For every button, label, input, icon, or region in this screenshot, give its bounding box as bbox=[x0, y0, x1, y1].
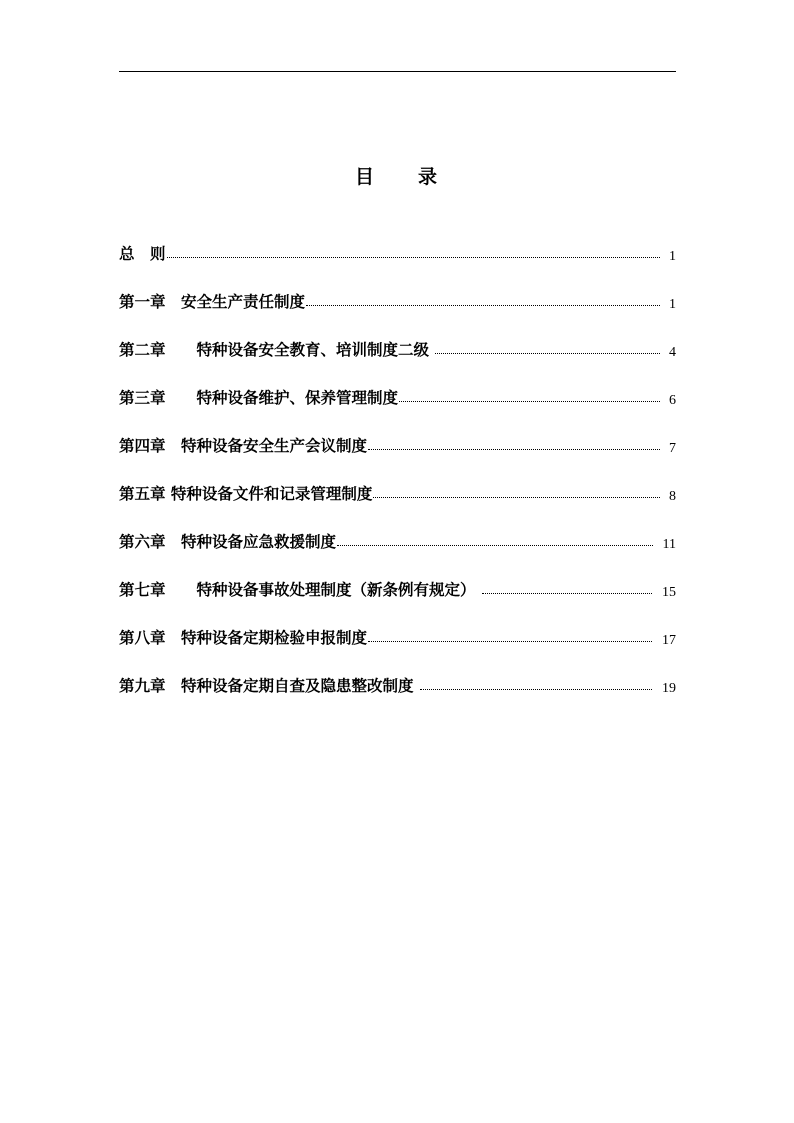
toc-entry[interactable] bbox=[119, 483, 676, 531]
toc-leader-dots bbox=[420, 675, 652, 690]
header-rule bbox=[119, 71, 676, 72]
toc-entry-label: 第六章 特种设备应急救援制度 bbox=[119, 532, 337, 551]
toc-entry-page: 6 bbox=[669, 393, 676, 408]
toc-entry[interactable] bbox=[119, 579, 676, 627]
toc-entry-page: 17 bbox=[662, 633, 676, 648]
toc-entry[interactable] bbox=[119, 387, 676, 435]
toc-leader-dots bbox=[337, 531, 653, 546]
toc-entry-page: 7 bbox=[669, 441, 676, 456]
toc-title: 目 录 bbox=[354, 166, 439, 188]
toc-entry-page: 4 bbox=[669, 345, 676, 360]
toc-entry[interactable] bbox=[119, 339, 676, 387]
toc-leader-dots bbox=[373, 483, 660, 498]
toc-entry-label: 总 则 bbox=[119, 244, 166, 263]
toc-entry-label: 第五章 特种设备文件和记录管理制度 bbox=[119, 484, 373, 503]
toc-entry-page: 1 bbox=[669, 249, 676, 264]
toc-entry[interactable] bbox=[119, 531, 676, 579]
toc-entry[interactable] bbox=[119, 675, 676, 723]
toc-entry-page: 8 bbox=[669, 489, 676, 504]
toc-entry[interactable] bbox=[119, 291, 676, 339]
table-of-contents bbox=[119, 243, 676, 723]
toc-leader-dots bbox=[167, 243, 660, 258]
toc-leader-dots bbox=[368, 627, 652, 642]
toc-leader-dots bbox=[399, 387, 660, 402]
toc-entry-page: 15 bbox=[662, 585, 676, 600]
toc-entry-page: 19 bbox=[662, 681, 676, 696]
toc-leader-dots bbox=[306, 291, 660, 306]
toc-entry-label: 第七章 特种设备事故处理制度（新条例有规定） bbox=[119, 580, 481, 599]
toc-leader-dots bbox=[368, 435, 660, 450]
toc-entry-label: 第二章 特种设备安全教育、培训制度二级 bbox=[119, 340, 435, 359]
toc-entry-label: 第四章 特种设备安全生产会议制度 bbox=[119, 436, 368, 455]
toc-entry-page: 1 bbox=[669, 297, 676, 312]
toc-leader-dots bbox=[482, 579, 652, 594]
toc-entry-page: 11 bbox=[662, 537, 676, 552]
toc-entry[interactable] bbox=[119, 627, 676, 675]
toc-entry[interactable] bbox=[119, 435, 676, 483]
toc-entry-label: 第八章 特种设备定期检验申报制度 bbox=[119, 628, 368, 647]
toc-entry[interactable] bbox=[119, 243, 676, 291]
toc-entry-label: 第九章 特种设备定期自查及隐患整改制度 bbox=[119, 676, 419, 695]
toc-entry-label: 第三章 特种设备维护、保养管理制度 bbox=[119, 388, 399, 407]
toc-leader-dots bbox=[435, 339, 660, 354]
toc-entry-label: 第一章 安全生产责任制度 bbox=[119, 292, 306, 311]
